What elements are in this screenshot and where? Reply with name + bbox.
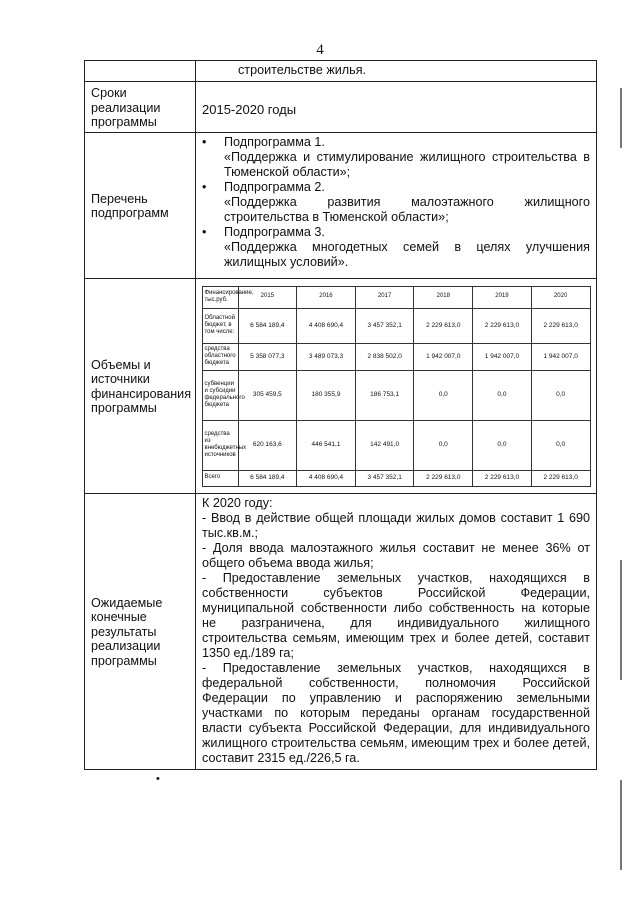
financing-data-row <box>202 308 590 343</box>
scan-edge-artifact <box>620 88 622 148</box>
result-item: - Ввод в действие общей площади жилых домов составит 1 690 тыс.кв.м.; <box>202 510 590 540</box>
subprograms-label: Перечень подпрограмм <box>85 132 196 278</box>
financing-label: Объемы и источники финансирования программы <box>85 278 196 493</box>
financing-value: 3 457 352,1 <box>355 308 414 343</box>
financing-value: 6 584 189,4 <box>238 308 297 343</box>
financing-value: 620 163,6 <box>238 420 297 470</box>
financing-data-row <box>202 343 590 370</box>
financing-value: 2 229 613,0 <box>531 308 590 343</box>
period-label: Сроки реализации программы <box>85 82 196 133</box>
financing-value: 3 457 352,1 <box>355 470 414 486</box>
financing-value: 0,0 <box>531 420 590 470</box>
year-header: 2018 <box>414 286 473 308</box>
year-header: 2020 <box>531 286 590 308</box>
financing-value: 0,0 <box>473 370 532 420</box>
financing-value: 4 408 690,4 <box>297 308 356 343</box>
year-header: 2015 <box>238 286 297 308</box>
financing-value: 186 753,1 <box>355 370 414 420</box>
subprogram-title: Подпрограмма 2. <box>224 179 325 194</box>
financing-value: 446 541,1 <box>297 420 356 470</box>
margin-dot-mark: • <box>156 773 160 785</box>
financing-table <box>202 286 591 487</box>
result-item: - Доля ввода малоэтажного жилья составит не менее 36% от общего объема ввода жилья; <box>202 540 590 570</box>
financing-row-label: Всего <box>202 470 238 486</box>
financing-value: 0,0 <box>531 370 590 420</box>
financing-row-label: субвенции и субсидии федерального бюджета <box>202 370 238 420</box>
program-passport-table <box>84 60 597 770</box>
continuation-label-cell <box>85 61 196 82</box>
financing-value: 0,0 <box>414 420 473 470</box>
subprogram-item <box>202 225 590 270</box>
financing-value: 2 229 613,0 <box>473 470 532 486</box>
results-row <box>85 493 597 769</box>
financing-data-row <box>202 370 590 420</box>
subprogram-description: «Поддержка многодетных семей в целях улучшения жилищных условий». <box>224 239 590 269</box>
financing-header-label: Финансирование, тыс.руб. <box>202 286 238 308</box>
financing-row-label: средства из внебюджетных источников <box>202 420 238 470</box>
scan-edge-artifact <box>620 780 622 870</box>
bullet-icon: • <box>202 179 207 194</box>
financing-value: 2 229 613,0 <box>473 308 532 343</box>
financing-row <box>85 278 597 493</box>
financing-value: 305 459,5 <box>238 370 297 420</box>
financing-value: 180 355,9 <box>297 370 356 420</box>
financing-value: 2 229 613,0 <box>531 470 590 486</box>
scan-edge-artifact <box>620 560 622 680</box>
year-header: 2017 <box>355 286 414 308</box>
subprogram-item <box>202 135 590 180</box>
financing-value: 142 491,0 <box>355 420 414 470</box>
financing-value: 6 584 189,4 <box>238 470 297 486</box>
subprogram-title: Подпрограмма 1. <box>224 134 325 149</box>
financing-row-label: Областной бюджет, в том числе: <box>202 308 238 343</box>
continuation-text: строительстве жилья. <box>238 63 367 77</box>
period-value: 2015-2020 годы <box>202 102 297 117</box>
result-item: - Предоставление земельных участков, находящихся в федеральной собственности, полномочия Российской Федерации по управлению и распоряжению земельными участками по которым переданы органам государственной власти субъекта Российской Федерации, для индивидуального жилищного строительства семьям, имеющим трех и более детей, составит 2315 ед./226,5 га. <box>202 660 590 765</box>
subprograms-row <box>85 132 597 278</box>
result-item: - Предоставление земельных участков, находящихся в собственности субъектов Российской Федерации, муниципальной собственности либо собственность на которые не разграничена, для индивидуального жилищного строительства семьям, имеющим трех и более детей, составит 1350 ед./189 га; <box>202 570 590 660</box>
subprogram-item <box>202 180 590 225</box>
results-label: Ожидаемые конечные результаты реализации программы <box>85 493 196 769</box>
financing-value: 0,0 <box>473 420 532 470</box>
financing-header-row <box>202 286 590 308</box>
period-row <box>85 82 597 133</box>
financing-value: 2 229 613,0 <box>414 470 473 486</box>
financing-value: 3 489 073,3 <box>297 343 356 370</box>
financing-total-row <box>202 470 590 486</box>
continuation-row <box>85 61 597 82</box>
page-number: 4 <box>316 42 324 58</box>
financing-row-label: средства областного бюджета <box>202 343 238 370</box>
financing-data-row <box>202 420 590 470</box>
financing-value: 2 229 613,0 <box>414 308 473 343</box>
financing-value: 1 942 007,0 <box>531 343 590 370</box>
subprogram-title: Подпрограмма 3. <box>224 224 325 239</box>
financing-value: 1 942 007,0 <box>414 343 473 370</box>
year-header: 2016 <box>297 286 356 308</box>
financing-value: 5 358 077,3 <box>238 343 297 370</box>
subprogram-description: «Поддержка и стимулирование жилищного строительства в Тюменской области»; <box>224 149 590 179</box>
bullet-icon: • <box>202 224 207 239</box>
subprogram-list <box>202 135 590 270</box>
financing-value: 4 408 690,4 <box>297 470 356 486</box>
year-header: 2019 <box>473 286 532 308</box>
financing-value: 0,0 <box>414 370 473 420</box>
financing-value: 1 942 007,0 <box>473 343 532 370</box>
bullet-icon: • <box>202 134 207 149</box>
subprogram-description: «Поддержка развития малоэтажного жилищного строительства в Тюменской области»; <box>224 194 590 224</box>
results-intro: К 2020 году: <box>202 495 273 510</box>
financing-value: 2 838 502,0 <box>355 343 414 370</box>
